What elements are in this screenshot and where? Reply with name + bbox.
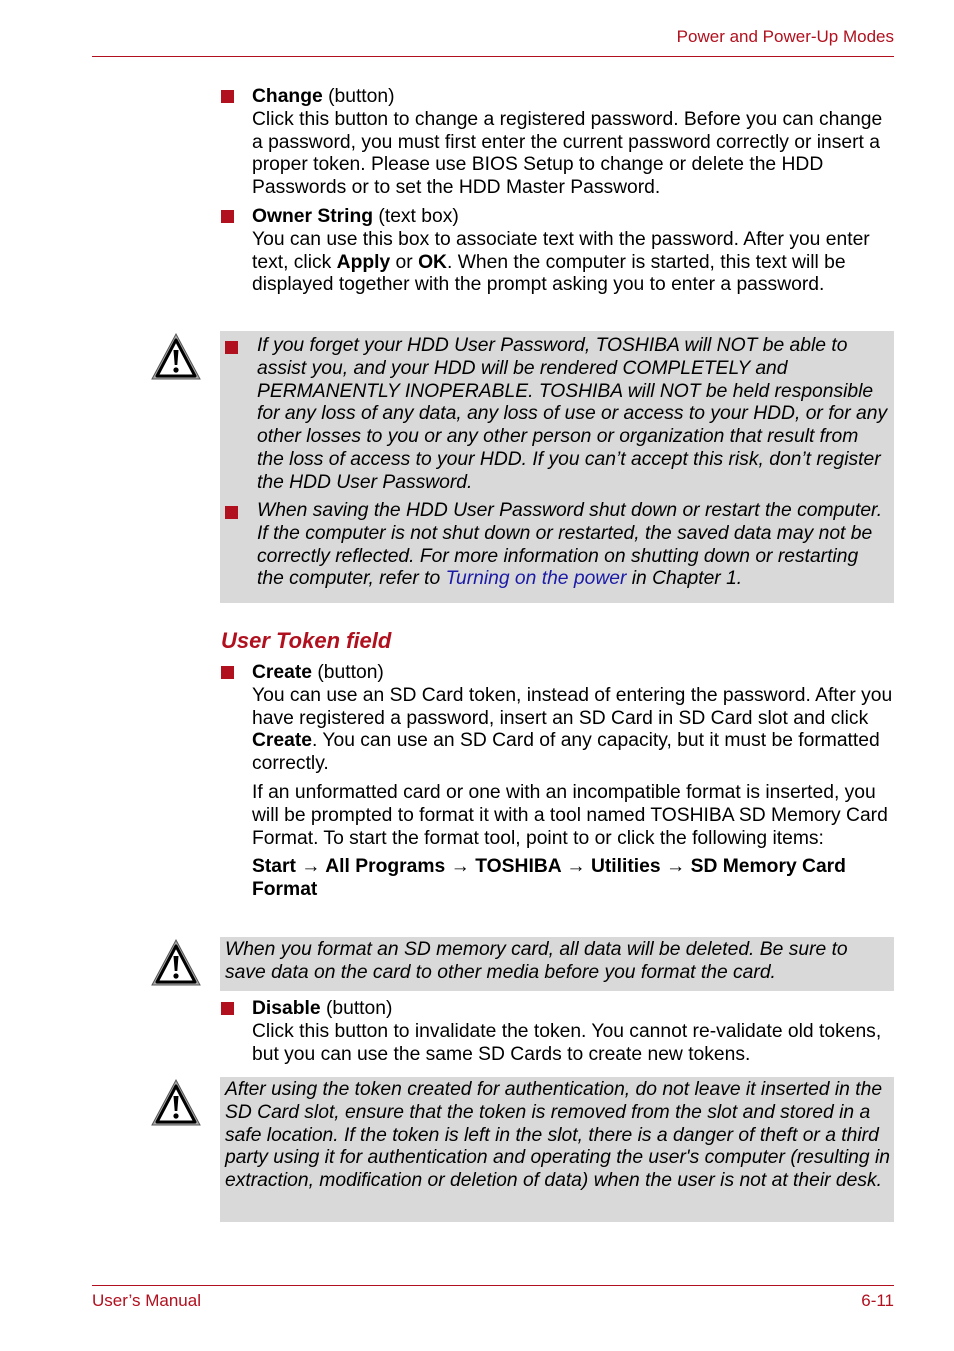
bullet [221,210,234,223]
disable-item: Disable (button) Click this button to invalidate the token. You cannot re-validate old tokens, but you can use the same SD Cards to create new tokens. [252,998,882,1065]
item-name: Owner String [252,206,374,227]
item-desc: Click this button to invalidate the token. You cannot re-validate old tokens, but you can use the same SD Cards to create new tokens. [252,1020,882,1065]
owner-string-item: Owner String (text box) You can use this box to associate text with the password. After you enter text, click Apply or OK. When the computer is started, this text will be displayed together with the prompt asking you to enter a password. [252,206,870,296]
warning-triangle-icon [150,331,202,383]
menu-path: Start → All Programs → TOSHIBA → Utilities → SD Memory Card Format [252,856,846,901]
bullet [221,1002,234,1015]
create-item: Create (button) You can use an SD Card token, instead of entering the password. After you have registered a password, insert an SD Card in SD Card slot and click Create. You can use an SD Card of any capacity, but it must be formatted correctly. If an unformatted card or one with an incompatible format is inserted, you will be prompted to format it with a tool named TOSHIBA SD Memory Card Format. To start the format tool, point to or click the following items: Start → All Programs → TOSHIBA → Utilities → SD Memory Card Format [252,662,897,902]
warning-text: When you format an SD memory card, all data will be deleted. Be sure to save data on the card to other media before you format the card. [225,939,848,983]
create-format-desc: If an unformatted card or one with an incompatible format is inserted, you will be prompted to format it with a tool named TOSHIBA SD Memory Card Format. To start the format tool, point to or click the following items: [252,781,888,849]
footer-manual-title: User’s Manual [92,1291,201,1310]
item-desc: Click this button to change a registered password. Before you can change a password, you must first enter the current password correctly or insert a proper token. Please use BIOS Setup to change or delete the HDD Passwords or to set the HDD Master Password. [252,108,883,199]
bullet [221,90,234,103]
page-number: 6-11 [861,1291,894,1310]
warning-note-sd-format [220,937,894,991]
warning-note-hdd-password [220,331,894,603]
bullet [225,506,238,519]
item-name: Disable [252,998,321,1019]
change-item: Change (button) Click this button to change a registered password. Before you can change a password, you must first enter the current password correctly or insert a proper token. Please use BIOS Setup to change or delete the HDD Passwords or to set the HDD Master Password. [252,86,883,199]
warning-text: If you forget your HDD User Password, TOSHIBA will NOT be able to assist you, and your HDD will be rendered COMPLETELY and PERMANENTLY INOPERABLE. TOSHIBA will NOT be held responsible for any loss of any data, any loss of use or access to your HDD, or for any other losses to you or any other person or organization that result from the loss of access to your HDD. If you can’t accept this risk, don’t register the HDD User Password. [257,335,888,493]
bullet [221,666,234,679]
footer-rule [92,1285,894,1286]
header-rule [92,56,894,57]
warning-note-token-removal [220,1077,894,1222]
section-heading: User Token field [221,628,392,653]
warning-text: When saving the HDD User Password shut down or restart the computer. If the computer is not shut down or restarted, the saved data may not be correctly reflected. For more information on shutting down or restarting the computer, refer to Turning on the power in Chapter 1. [257,500,883,590]
item-name: Create [252,662,313,683]
warning-triangle-icon [150,937,202,989]
turning-on-power-link[interactable]: Turning on the power [445,568,627,590]
item-name: Change [252,86,323,107]
warning-triangle-icon [150,1077,202,1129]
running-header: Power and Power-Up Modes [676,27,894,46]
bullet [225,341,238,354]
warning-text: After using the token created for authentication, do not leave it inserted in the SD Card slot, ensure that the token is removed from the slot and stored in a safe location. If the token is left in the slot, there is a danger of theft or a third party using it for authentication and operating the user's computer (resulting in extraction, modification or deletion of data) when the user is not at their desk. [225,1079,890,1192]
